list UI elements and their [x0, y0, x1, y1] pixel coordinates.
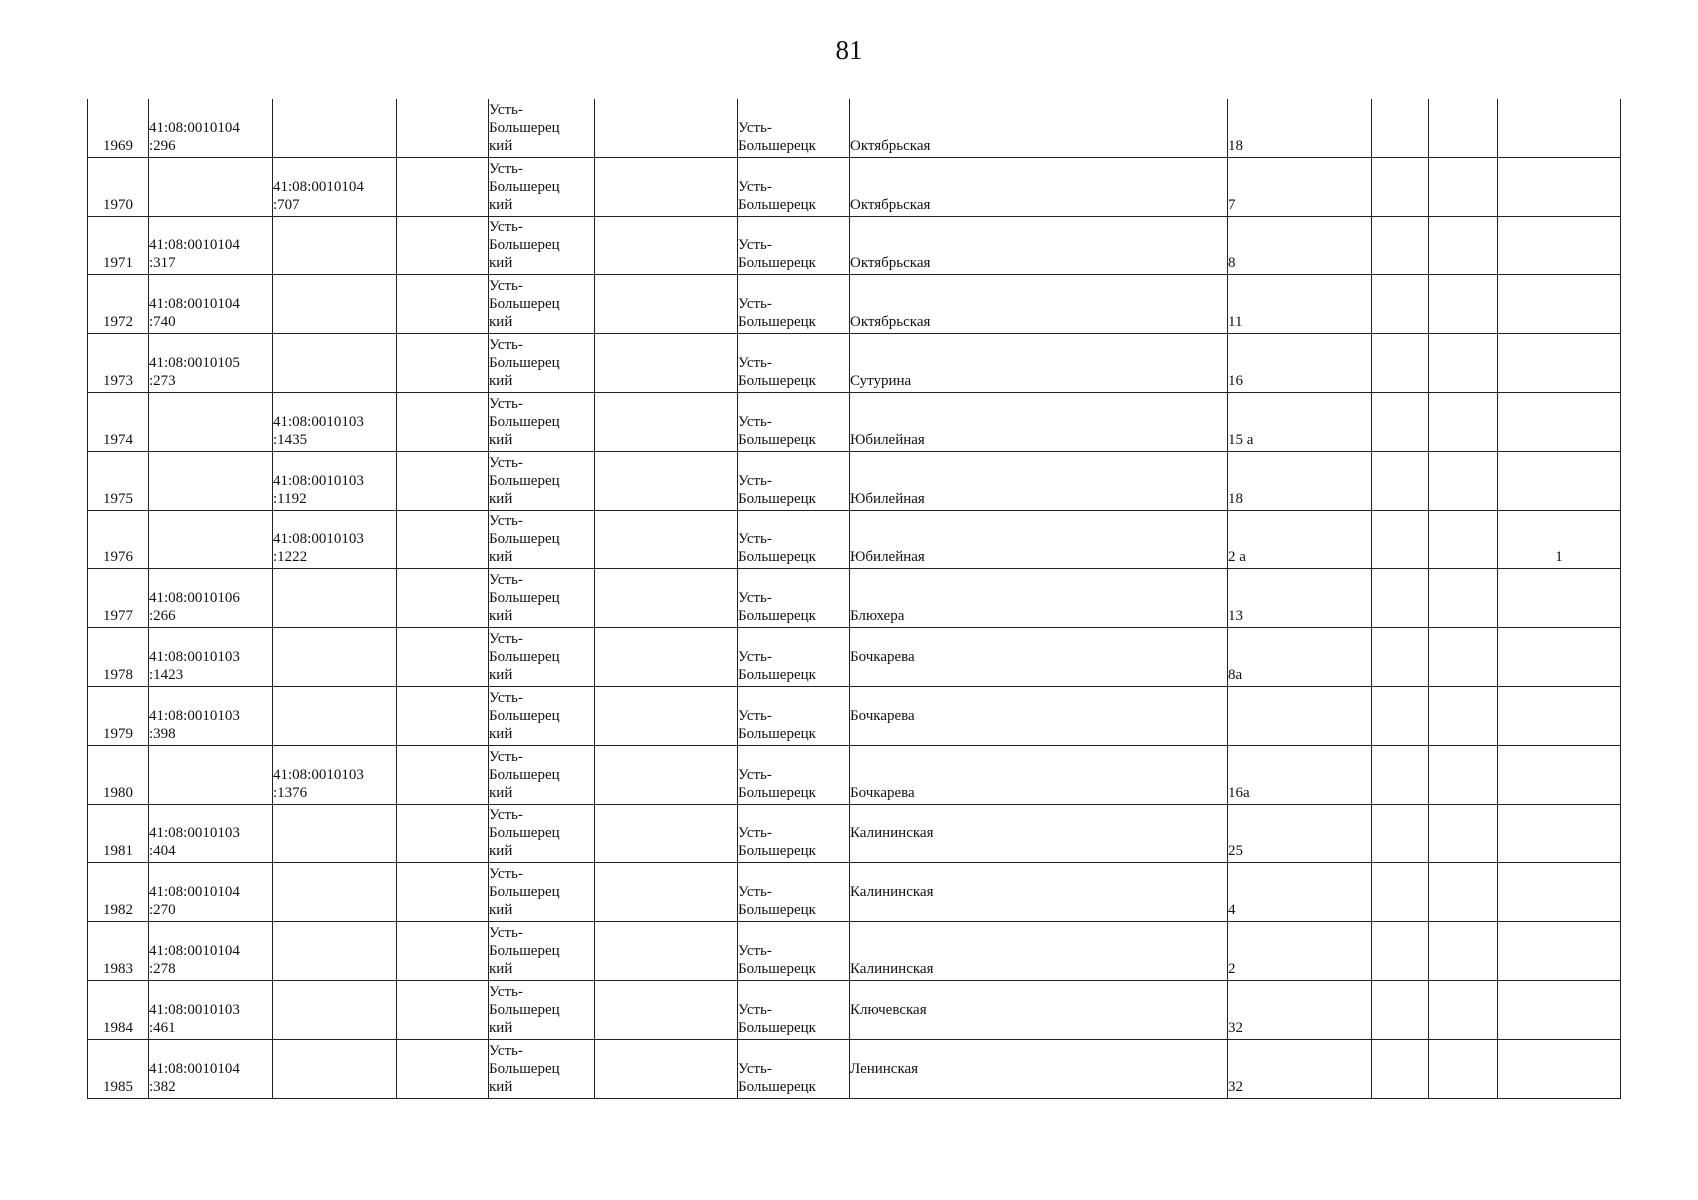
column-6-cell — [595, 451, 738, 510]
cadastral-number-cell: 41:08:0010104 :270 — [149, 863, 273, 922]
column-6-cell — [595, 216, 738, 275]
locality-cell: Усть- Большерецк — [738, 980, 850, 1039]
district-cell: Усть- Большерец кий — [489, 980, 595, 1039]
column-6-cell — [595, 980, 738, 1039]
record-number-cell: 1977 — [88, 569, 149, 628]
district-cell: Усть- Большерец кий — [489, 392, 595, 451]
district-cell: Усть- Большерец кий — [489, 745, 595, 804]
table-row — [88, 569, 1621, 628]
column-6-cell — [595, 334, 738, 393]
column-11-cell — [1429, 804, 1498, 863]
record-number-cell: 1980 — [88, 745, 149, 804]
street-cell: Калининская — [850, 804, 1228, 863]
district-cell: Усть- Большерец кий — [489, 216, 595, 275]
column-12-cell — [1498, 686, 1621, 745]
district-cell: Усть- Большерец кий — [489, 275, 595, 334]
record-number-cell: 1972 — [88, 275, 149, 334]
column-11-cell — [1429, 157, 1498, 216]
house-number-cell — [1228, 686, 1372, 745]
column-12-cell — [1498, 275, 1621, 334]
cadastral-number-cell — [149, 510, 273, 569]
column-4-cell — [397, 863, 489, 922]
locality-cell: Усть- Большерецк — [738, 745, 850, 804]
cadastral-number-cell: 41:08:0010104 :296 — [149, 99, 273, 157]
column-11-cell — [1429, 922, 1498, 981]
column-6-cell — [595, 745, 738, 804]
house-number-cell: 2 — [1228, 922, 1372, 981]
record-number-cell: 1973 — [88, 334, 149, 393]
cadastral-number-alt-cell — [273, 628, 397, 687]
table-row — [88, 451, 1621, 510]
record-number-cell: 1969 — [88, 99, 149, 157]
column-12-cell — [1498, 628, 1621, 687]
column-6-cell — [595, 569, 738, 628]
record-number-cell: 1976 — [88, 510, 149, 569]
column-12-cell — [1498, 745, 1621, 804]
column-12-cell — [1498, 334, 1621, 393]
cadastral-number-cell — [149, 392, 273, 451]
house-number-cell: 25 — [1228, 804, 1372, 863]
column-4-cell — [397, 686, 489, 745]
table-row — [88, 157, 1621, 216]
cadastral-number-cell: 41:08:0010106 :266 — [149, 569, 273, 628]
street-cell: Юбилейная — [850, 510, 1228, 569]
record-number-cell: 1983 — [88, 922, 149, 981]
cadastral-number-alt-cell: 41:08:0010103 :1376 — [273, 745, 397, 804]
record-number-cell: 1984 — [88, 980, 149, 1039]
column-12-cell — [1498, 980, 1621, 1039]
district-cell: Усть- Большерец кий — [489, 1039, 595, 1098]
street-cell: Ленинская — [850, 1039, 1228, 1098]
cadastral-number-cell — [149, 745, 273, 804]
house-number-cell: 18 — [1228, 99, 1372, 157]
column-6-cell — [595, 275, 738, 334]
column-10-cell — [1372, 334, 1429, 393]
column-10-cell — [1372, 451, 1429, 510]
cadastral-number-cell — [149, 157, 273, 216]
cadastral-number-cell: 41:08:0010103 :1423 — [149, 628, 273, 687]
cadastral-number-cell: 41:08:0010103 :461 — [149, 980, 273, 1039]
locality-cell: Усть- Большерецк — [738, 451, 850, 510]
street-cell: Калининская — [850, 863, 1228, 922]
column-10-cell — [1372, 392, 1429, 451]
column-10-cell — [1372, 99, 1429, 157]
column-11-cell — [1429, 510, 1498, 569]
cadastral-number-cell: 41:08:0010104 :382 — [149, 1039, 273, 1098]
record-number-cell: 1981 — [88, 804, 149, 863]
column-12-cell — [1498, 1039, 1621, 1098]
column-10-cell — [1372, 980, 1429, 1039]
locality-cell: Усть- Большерецк — [738, 1039, 850, 1098]
column-12-cell — [1498, 99, 1621, 157]
table-row — [88, 863, 1621, 922]
column-6-cell — [595, 628, 738, 687]
column-11-cell — [1429, 334, 1498, 393]
locality-cell: Усть- Большерецк — [738, 275, 850, 334]
column-4-cell — [397, 628, 489, 687]
column-4-cell — [397, 334, 489, 393]
column-10-cell — [1372, 863, 1429, 922]
house-number-cell: 18 — [1228, 451, 1372, 510]
column-4-cell — [397, 275, 489, 334]
table-row — [88, 392, 1621, 451]
cadastral-number-alt-cell — [273, 980, 397, 1039]
street-cell: Юбилейная — [850, 392, 1228, 451]
district-cell: Усть- Большерец кий — [489, 157, 595, 216]
locality-cell: Усть- Большерецк — [738, 863, 850, 922]
locality-cell: Усть- Большерецк — [738, 922, 850, 981]
street-cell: Ключевская — [850, 980, 1228, 1039]
street-cell: Октябрьская — [850, 216, 1228, 275]
district-cell: Усть- Большерец кий — [489, 863, 595, 922]
cadastral-number-alt-cell — [273, 99, 397, 157]
house-number-cell: 2 а — [1228, 510, 1372, 569]
column-4-cell — [397, 216, 489, 275]
record-number-cell: 1985 — [88, 1039, 149, 1098]
column-11-cell — [1429, 863, 1498, 922]
table-row — [88, 686, 1621, 745]
cadastral-number-alt-cell — [273, 922, 397, 981]
column-4-cell — [397, 569, 489, 628]
record-number-cell: 1974 — [88, 392, 149, 451]
table-row — [88, 980, 1621, 1039]
column-11-cell — [1429, 745, 1498, 804]
cadastral-number-alt-cell — [273, 569, 397, 628]
column-10-cell — [1372, 1039, 1429, 1098]
column-10-cell — [1372, 686, 1429, 745]
table-row — [88, 1039, 1621, 1098]
column-11-cell — [1429, 1039, 1498, 1098]
locality-cell: Усть- Большерецк — [738, 804, 850, 863]
street-cell: Бочкарева — [850, 628, 1228, 687]
house-number-cell: 15 а — [1228, 392, 1372, 451]
street-cell: Блюхера — [850, 569, 1228, 628]
column-10-cell — [1372, 216, 1429, 275]
district-cell: Усть- Большерец кий — [489, 686, 595, 745]
register-table — [87, 99, 1621, 1099]
column-10-cell — [1372, 745, 1429, 804]
cadastral-number-alt-cell — [273, 1039, 397, 1098]
locality-cell: Усть- Большерецк — [738, 157, 850, 216]
column-4-cell — [397, 510, 489, 569]
cadastral-number-cell: 41:08:0010104 :740 — [149, 275, 273, 334]
column-6-cell — [595, 510, 738, 569]
column-6-cell — [595, 922, 738, 981]
cadastral-number-cell: 41:08:0010103 :398 — [149, 686, 273, 745]
locality-cell: Усть- Большерецк — [738, 216, 850, 275]
district-cell: Усть- Большерец кий — [489, 510, 595, 569]
district-cell: Усть- Большерец кий — [489, 334, 595, 393]
column-12-cell — [1498, 804, 1621, 863]
column-6-cell — [595, 686, 738, 745]
street-cell: Бочкарева — [850, 745, 1228, 804]
locality-cell: Усть- Большерецк — [738, 510, 850, 569]
district-cell: Усть- Большерец кий — [489, 99, 595, 157]
cadastral-number-alt-cell — [273, 686, 397, 745]
column-11-cell — [1429, 980, 1498, 1039]
cadastral-number-alt-cell — [273, 216, 397, 275]
locality-cell: Усть- Большерецк — [738, 628, 850, 687]
locality-cell: Усть- Большерецк — [738, 99, 850, 157]
column-12-cell — [1498, 569, 1621, 628]
column-10-cell — [1372, 275, 1429, 334]
record-number-cell: 1975 — [88, 451, 149, 510]
column-11-cell — [1429, 216, 1498, 275]
locality-cell: Усть- Большерецк — [738, 686, 850, 745]
column-10-cell — [1372, 510, 1429, 569]
column-11-cell — [1429, 628, 1498, 687]
table-row — [88, 275, 1621, 334]
column-6-cell — [595, 863, 738, 922]
column-10-cell — [1372, 157, 1429, 216]
column-11-cell — [1429, 451, 1498, 510]
cadastral-number-cell — [149, 451, 273, 510]
table-row — [88, 628, 1621, 687]
cadastral-number-cell: 41:08:0010104 :278 — [149, 922, 273, 981]
street-cell: Калининская — [850, 922, 1228, 981]
column-12-cell — [1498, 392, 1621, 451]
column-12-cell — [1498, 863, 1621, 922]
column-12-cell: 1 — [1498, 510, 1621, 569]
house-number-cell: 7 — [1228, 157, 1372, 216]
district-cell: Усть- Большерец кий — [489, 804, 595, 863]
column-4-cell — [397, 157, 489, 216]
cadastral-number-alt-cell: 41:08:0010103 :1222 — [273, 510, 397, 569]
street-cell: Октябрьская — [850, 157, 1228, 216]
district-cell: Усть- Большерец кий — [489, 922, 595, 981]
record-number-cell: 1970 — [88, 157, 149, 216]
house-number-cell: 16а — [1228, 745, 1372, 804]
cadastral-number-alt-cell — [273, 334, 397, 393]
street-cell: Бочкарева — [850, 686, 1228, 745]
cadastral-number-alt-cell: 41:08:0010103 :1192 — [273, 451, 397, 510]
column-12-cell — [1498, 216, 1621, 275]
column-10-cell — [1372, 569, 1429, 628]
register-body — [88, 99, 1621, 1098]
column-12-cell — [1498, 451, 1621, 510]
street-cell: Октябрьская — [850, 275, 1228, 334]
column-6-cell — [595, 99, 738, 157]
cadastral-number-cell: 41:08:0010103 :404 — [149, 804, 273, 863]
street-cell: Юбилейная — [850, 451, 1228, 510]
cadastral-number-alt-cell: 41:08:0010103 :1435 — [273, 392, 397, 451]
cadastral-number-alt-cell — [273, 863, 397, 922]
column-10-cell — [1372, 804, 1429, 863]
column-11-cell — [1429, 569, 1498, 628]
column-12-cell — [1498, 157, 1621, 216]
column-4-cell — [397, 922, 489, 981]
table-row — [88, 804, 1621, 863]
record-number-cell: 1982 — [88, 863, 149, 922]
table-row — [88, 99, 1621, 157]
cadastral-number-alt-cell — [273, 275, 397, 334]
locality-cell: Усть- Большерецк — [738, 392, 850, 451]
column-6-cell — [595, 1039, 738, 1098]
column-4-cell — [397, 392, 489, 451]
house-number-cell: 16 — [1228, 334, 1372, 393]
column-4-cell — [397, 980, 489, 1039]
locality-cell: Усть- Большерецк — [738, 569, 850, 628]
column-6-cell — [595, 804, 738, 863]
page-number: 81 — [835, 35, 863, 65]
house-number-cell: 32 — [1228, 980, 1372, 1039]
cadastral-number-cell: 41:08:0010104 :317 — [149, 216, 273, 275]
column-6-cell — [595, 392, 738, 451]
column-10-cell — [1372, 922, 1429, 981]
district-cell: Усть- Большерец кий — [489, 451, 595, 510]
column-11-cell — [1429, 392, 1498, 451]
street-cell: Сутурина — [850, 334, 1228, 393]
table-row — [88, 510, 1621, 569]
house-number-cell: 8 — [1228, 216, 1372, 275]
record-number-cell: 1978 — [88, 628, 149, 687]
record-number-cell: 1971 — [88, 216, 149, 275]
house-number-cell: 13 — [1228, 569, 1372, 628]
house-number-cell: 4 — [1228, 863, 1372, 922]
table-row — [88, 745, 1621, 804]
column-4-cell — [397, 451, 489, 510]
column-4-cell — [397, 99, 489, 157]
locality-cell: Усть- Большерецк — [738, 334, 850, 393]
column-12-cell — [1498, 922, 1621, 981]
column-6-cell — [595, 157, 738, 216]
column-4-cell — [397, 745, 489, 804]
table-row — [88, 216, 1621, 275]
record-number-cell: 1979 — [88, 686, 149, 745]
cadastral-number-cell: 41:08:0010105 :273 — [149, 334, 273, 393]
table-row — [88, 334, 1621, 393]
street-cell: Октябрьская — [850, 99, 1228, 157]
cadastral-number-alt-cell: 41:08:0010104 :707 — [273, 157, 397, 216]
column-11-cell — [1429, 99, 1498, 157]
house-number-cell: 8а — [1228, 628, 1372, 687]
column-4-cell — [397, 1039, 489, 1098]
table-row — [88, 922, 1621, 981]
district-cell: Усть- Большерец кий — [489, 628, 595, 687]
column-10-cell — [1372, 628, 1429, 687]
house-number-cell: 32 — [1228, 1039, 1372, 1098]
column-4-cell — [397, 804, 489, 863]
district-cell: Усть- Большерец кий — [489, 569, 595, 628]
house-number-cell: 11 — [1228, 275, 1372, 334]
cadastral-number-alt-cell — [273, 804, 397, 863]
column-11-cell — [1429, 275, 1498, 334]
column-11-cell — [1429, 686, 1498, 745]
